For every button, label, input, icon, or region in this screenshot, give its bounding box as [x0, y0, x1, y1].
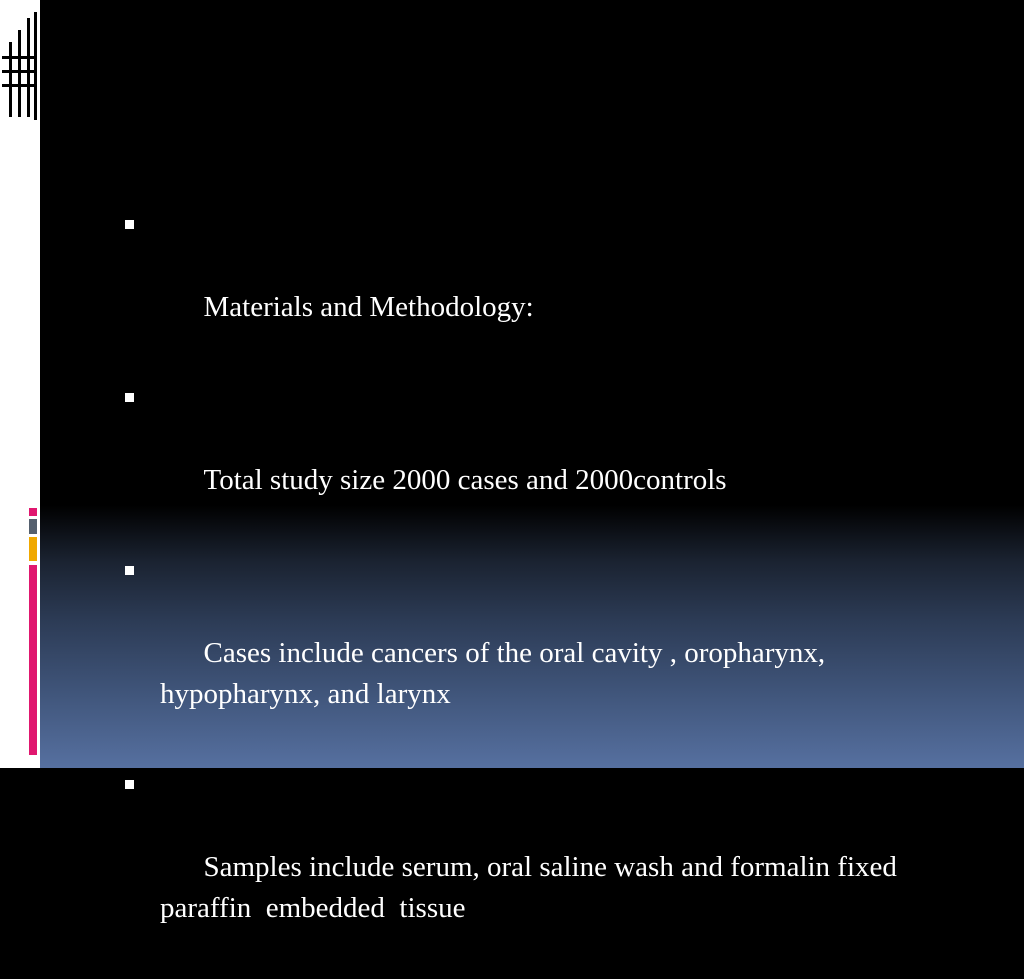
- accent-bar-gray: [29, 519, 37, 534]
- bullet-list: [122, 205, 962, 979]
- bullet-text: Cases include cancers of the oral cavity , oropharynx, hypopharynx, and larynx: [160, 637, 833, 710]
- square-bullet-icon: [125, 393, 134, 402]
- bullet-item: [122, 378, 962, 542]
- bullet-item: [122, 551, 962, 756]
- square-bullet-icon: [125, 566, 134, 575]
- bullet-text: Materials and Methodology:: [203, 291, 534, 323]
- bullet-text: Samples include serum, oral saline wash and formalin fixed paraffin embedded tissue: [160, 851, 905, 924]
- bullet-text: Total study size 2000 cases and 2000controls: [203, 464, 727, 496]
- window-panes-icon: [2, 12, 37, 120]
- bullet-item: [122, 765, 962, 970]
- bullet-item: [122, 205, 962, 369]
- accent-bar-pink-small: [29, 508, 37, 516]
- accent-bar-orange: [29, 537, 37, 561]
- square-bullet-icon: [125, 220, 134, 229]
- accent-bar-pink-tall: [29, 565, 37, 755]
- square-bullet-icon: [125, 780, 134, 789]
